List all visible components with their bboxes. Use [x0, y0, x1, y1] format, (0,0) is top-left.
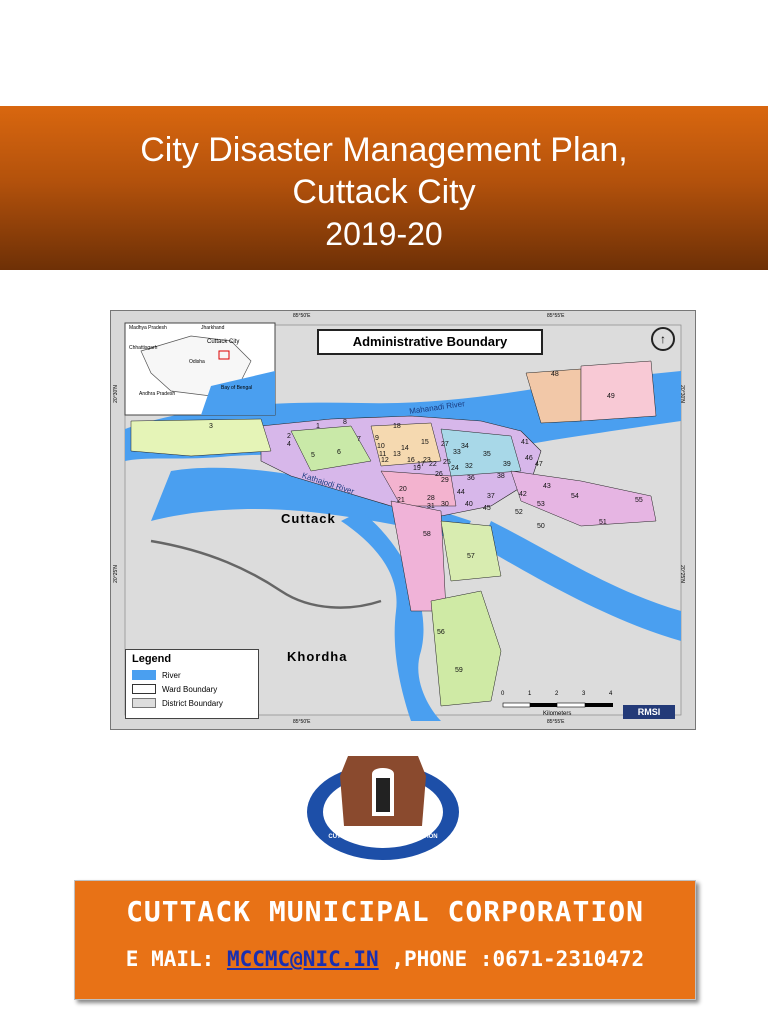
label-mahanadi: Mahanadi River [408, 399, 466, 416]
label-khordha: Khordha [287, 649, 348, 664]
ward-number: 34 [461, 443, 469, 450]
ward-number: 25 [443, 459, 451, 466]
contact-line [75, 947, 695, 971]
ward-number: 38 [497, 473, 505, 480]
label-cuttack: Cuttack [281, 511, 336, 526]
ward-number: 30 [441, 501, 449, 508]
inset-cuttack-label: Cuttack City [207, 339, 240, 345]
ward-number: 49 [607, 393, 615, 400]
ward-number: 32 [465, 463, 473, 470]
north-arrow-icon: ↑ [651, 327, 675, 351]
coord-bottom-left: 85°50'E [293, 719, 311, 725]
scale-tick-2: 2 [555, 691, 559, 697]
ward-number: 3 [209, 423, 213, 430]
ward-number: 26 [435, 471, 443, 478]
ward-number: 9 [375, 435, 379, 442]
legend-label-river: River [162, 670, 181, 680]
coord-top-left: 85°50'E [293, 313, 311, 319]
ward-number: 59 [455, 667, 463, 674]
ward-number: 20 [399, 486, 407, 493]
legend-title: Legend [132, 653, 172, 665]
map-legend [125, 649, 259, 719]
ward-number: 22 [429, 461, 437, 468]
ward-number: 1 [316, 423, 320, 430]
ward-number: 57 [467, 553, 475, 560]
legend-label-district: District Boundary [162, 698, 223, 708]
municipal-seal [300, 746, 466, 864]
ward-number: 51 [599, 519, 607, 526]
ward-number: 46 [525, 455, 533, 462]
ward-number: 54 [571, 493, 579, 500]
coord-right-bottom: 20°25'N [678, 565, 685, 583]
coord-top-right: 85°55'E [547, 313, 565, 319]
ward-number: 24 [451, 465, 459, 472]
legend-item-ward [132, 684, 217, 694]
ward-number: 4 [287, 441, 291, 448]
ward-number: 31 [427, 503, 435, 510]
district-swatch [132, 698, 156, 708]
coord-left-top: 20°30'N [112, 385, 119, 403]
legend-item-district [132, 698, 223, 708]
inset-state-2: Jharkhand [201, 325, 225, 331]
ward-number: 15 [421, 439, 429, 446]
coord-bottom-right: 85°55'E [547, 719, 565, 725]
title-line-1: City Disaster Management Plan, [140, 131, 628, 169]
ward-number: 50 [537, 523, 545, 530]
river-swatch [132, 670, 156, 680]
footer-box [74, 880, 696, 1000]
ward-number: 53 [537, 501, 545, 508]
ward-map [110, 310, 696, 730]
ward-number: 13 [393, 451, 401, 458]
ward-number: 40 [465, 501, 473, 508]
ward-swatch [132, 684, 156, 694]
map-title: Administrative Boundary [317, 329, 543, 355]
ward-number: 35 [483, 451, 491, 458]
ward-number: 42 [519, 491, 527, 498]
ward-number: 47 [535, 461, 543, 468]
coord-right-top: 20°30'N [678, 385, 685, 403]
scale-tick-1: 1 [528, 691, 532, 697]
scale-tick-3: 3 [582, 691, 586, 697]
ward-number: 8 [343, 419, 347, 426]
ward-number: 58 [423, 531, 431, 538]
ward-number: 27 [441, 441, 449, 448]
ward-number: 21 [397, 497, 405, 504]
scale-unit: Kilometers [543, 711, 572, 717]
ward-number: 17 [417, 461, 425, 468]
ward-number: 28 [427, 495, 435, 502]
ward-number: 39 [503, 461, 511, 468]
ward-number: 10 [377, 443, 385, 450]
coord-left-bottom: 20°25'N [112, 565, 119, 583]
ward-number: 41 [521, 439, 529, 446]
ward-number: 7 [357, 436, 361, 443]
phone-text: ,PHONE :0671-2310472 [378, 947, 645, 971]
ward-number: 23 [423, 457, 431, 464]
ward-number: 33 [453, 449, 461, 456]
corporation-name: CUTTACK MUNICIPAL CORPORATION [126, 895, 644, 928]
ward-number: 5 [311, 452, 315, 459]
ward-number: 2 [287, 433, 291, 440]
ward-number: 29 [441, 477, 449, 484]
ward-number: 56 [437, 629, 445, 636]
title-line-2: Cuttack City [292, 173, 476, 211]
email-link[interactable]: MCCMC@NIC.IN [226, 947, 379, 971]
inset-state-4: Odisha [189, 359, 205, 365]
ward-number: 37 [487, 493, 495, 500]
ward-number: 14 [401, 445, 409, 452]
ward-number: 12 [381, 457, 389, 464]
ward-number: 52 [515, 509, 523, 516]
title-year: 2019-20 [325, 216, 443, 252]
inset-state-3: Chhattisgarh [129, 345, 158, 351]
title-banner [0, 106, 768, 270]
rmsi-logo: RMSI [623, 705, 675, 719]
ward-number: 36 [467, 475, 475, 482]
inset-state-5: Andhra Pradesh [139, 391, 176, 397]
ward-number: 18 [393, 423, 401, 430]
ward-number: 44 [457, 489, 465, 496]
ward-number: 16 [407, 457, 415, 464]
scale-tick-0: 0 [501, 691, 505, 697]
scale-tick-4: 4 [609, 691, 613, 697]
legend-label-ward: Ward Boundary [162, 684, 218, 694]
ward-number: 6 [337, 449, 341, 456]
inset-state-6: Bay of Bengal [221, 385, 253, 391]
ward-number: 43 [543, 483, 551, 490]
inset-state-1: Madhya Pradesh [129, 325, 167, 331]
ward-number: 55 [635, 497, 643, 504]
email-label: E MAIL: [125, 947, 227, 971]
ward-number: 19 [413, 465, 421, 472]
seal-text: CUTTACK MUNICIPAL CORPORATION [328, 834, 438, 840]
ward-number: 48 [551, 371, 559, 378]
legend-item-river [132, 670, 181, 680]
label-kathajodi: Kathajodi River [300, 470, 356, 497]
ward-number: 11 [379, 451, 387, 458]
ward-number: 45 [483, 505, 491, 512]
